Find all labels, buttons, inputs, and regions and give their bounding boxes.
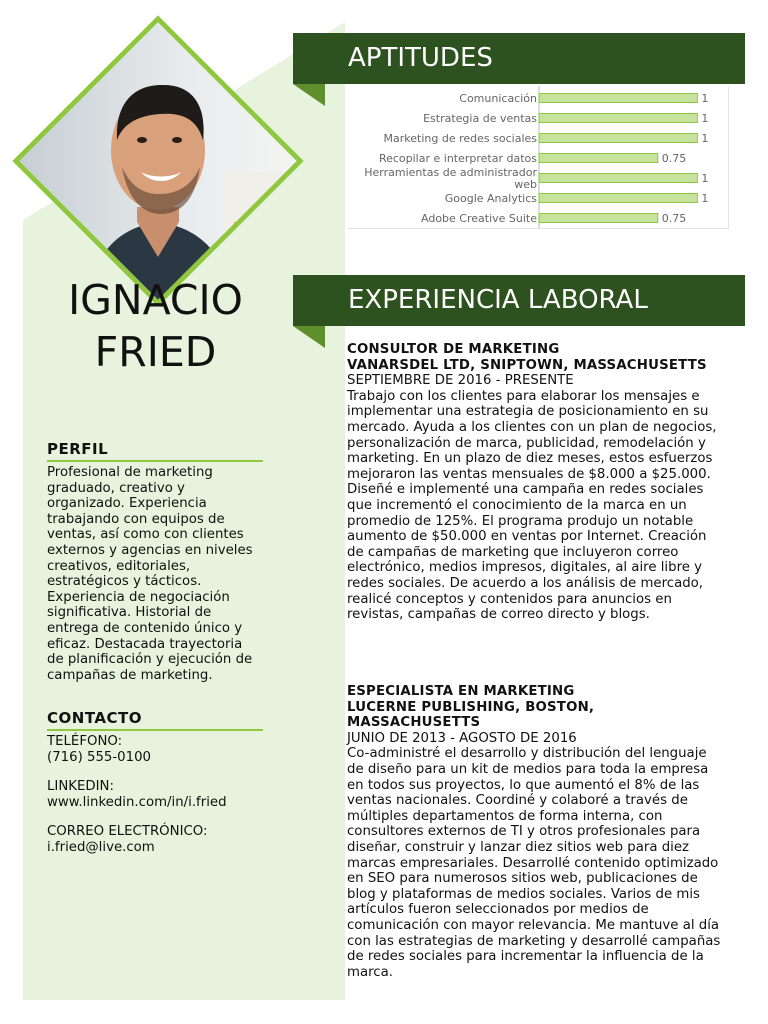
chart-category-label: Recopilar e interpretar datos	[378, 152, 537, 165]
first-name: IGNACIO	[68, 276, 243, 324]
chart-bar	[539, 94, 697, 103]
job-title: CONSULTOR DE MARKETING	[347, 342, 560, 357]
chart-value-label: 1	[701, 92, 709, 105]
chart-category-label: Herramientas de administrador web	[364, 166, 537, 191]
job-entry	[347, 342, 727, 623]
email-value[interactable]: i.fried@live.com	[47, 839, 155, 855]
chart-category-label: Marketing de redes sociales	[383, 132, 537, 145]
chart-bar	[539, 194, 697, 203]
chart-value-label: 1	[701, 132, 709, 145]
candidate-name	[23, 274, 288, 378]
chart-category-label: Comunicación	[459, 92, 537, 105]
phone-value: (716) 555-0100	[47, 749, 151, 765]
chart-value-label: 0.75	[661, 212, 687, 225]
chart-value-label: 0.75	[661, 152, 687, 165]
skills-chart	[348, 86, 730, 230]
job-title: ESPECIALISTA EN MARKETING	[347, 684, 575, 699]
chart-bar	[539, 134, 697, 143]
chart-value-label: 1	[701, 192, 709, 205]
chart-bar	[539, 154, 658, 163]
chart-category-label: Google Analytics	[444, 192, 537, 205]
skills-banner: APTITUDES	[293, 33, 745, 84]
linkedin-value[interactable]: www.linkedin.com/in/i.fried	[47, 794, 227, 810]
contact-section	[47, 709, 263, 856]
job-entry	[347, 684, 727, 980]
profile-text: Profesional de marketing graduado, creativo y organizado. Experiencia trabajando con equipos de ventas, así como con clientes externos y agencias en niveles creativos, editoriales, estratégicos y tácticos. Experiencia de negociación significativa. Historial de entrega de contenido único y eficaz. Destacada trayectoria de planificación y ejecución de campañas de marketing.	[47, 465, 253, 683]
job-dates: SEPTIEMBRE DE 2016 - PRESENTE	[347, 373, 574, 389]
contact-heading: CONTACTO	[47, 709, 263, 731]
profile-section	[47, 440, 263, 683]
skills-banner-fold	[293, 84, 325, 106]
last-name: FRIED	[94, 328, 217, 376]
chart-value-label: 1	[701, 112, 709, 125]
job-company: LUCERNE PUBLISHING, BOSTON, MASSACHUSETTS	[347, 699, 595, 731]
job-description: Trabajo con los clientes para elaborar los mensajes e implementar una estrategia de posicionamiento en su mercado. Ayuda a los clientes con un plan de negocios, personalización de marca, publicidad, remodelación y marketing. En un plazo de diez meses, estos esfuerzos mejoraron las ventas mensuales de $8.000 a $25.000. Diseñé e implementé una campaña en redes sociales que incrementó el conocimiento de la marca en un promedio de 125%. El programa produjo un notable aumento de $50.000 en ventas por Internet. Creación de campañas de marketing que incluyeron correo electrónico, medios impresos, digitales, al aire libre y redes sociales. De acuerdo a los análisis de mercado, realicé conceptos y contenidos para anuncios en revistas, campañas de correo directo y blogs.	[347, 388, 717, 623]
chart-bar	[539, 214, 658, 223]
job-dates: JUNIO DE 2013 - AGOSTO DE 2016	[347, 730, 577, 746]
chart-bar	[539, 174, 697, 183]
profile-heading: PERFIL	[47, 440, 263, 462]
chart-category-label: Estrategia de ventas	[423, 112, 537, 125]
skills-chart-svg	[348, 86, 730, 230]
experience-banner-fold	[293, 326, 325, 348]
chart-value-label: 1	[701, 172, 709, 185]
linkedin-label: LINKEDIN:	[47, 779, 114, 795]
job-company: VANARSDEL LTD, SNIPTOWN, MASSACHUSETTS	[347, 357, 707, 373]
chart-bar	[539, 114, 697, 123]
chart-category-label: Adobe Creative Suite	[421, 212, 537, 225]
email-label: CORREO ELECTRÓNICO:	[47, 824, 208, 840]
phone-label: TELÉFONO:	[47, 734, 123, 749]
experience-banner: EXPERIENCIA LABORAL	[293, 275, 745, 326]
job-description: Co-administré el desarrollo y distribución del lenguaje de diseño para un kit de medios para toda la empresa en todos sus proyectos, lo que aumentó el 8% de las ventas nacionales. Coordiné y colaboré a través de múltiples departamentos de forma interna, con consultores externos de TI y otros profesionales para diseñar, construir y lanzar diez sitios web para diez marcas empresariales. Desarrollé contenido optimizado en SEO para numerosos sitios web, publicaciones de blog y plataformas de medios sociales. Varios de mis artículos fueron seleccionados por medios de comunicación con mayor relevancia. Me mantuve al día con las estrategias de marketing y desarrollé campañas de redes sociales para incrementar la influencia de la marca.	[347, 746, 721, 980]
